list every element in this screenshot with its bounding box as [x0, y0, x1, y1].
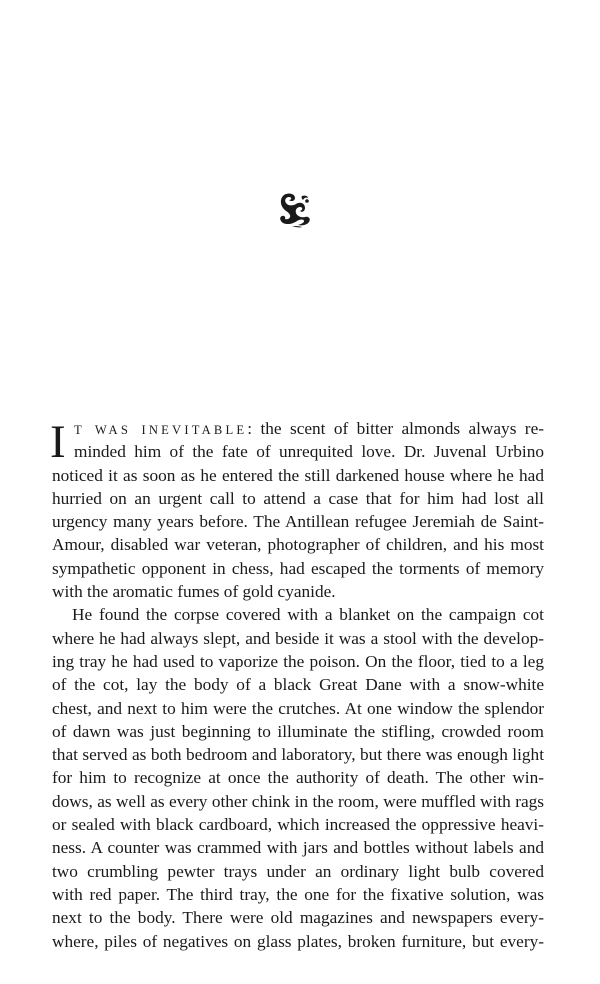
text-line: with the aromatic fumes of gold cyanide.: [52, 582, 336, 602]
text-line: Amour, disabled war veteran, photographer of children, and his most: [52, 535, 544, 555]
text-line: urgency many years before. The Antillean refugee Jeremiah de Saint-: [52, 512, 544, 532]
text-line: noticed it as soon as he entered the still darkened house where he had: [52, 465, 544, 485]
text-line: for him to recognize at once the authority of death. The other win-: [52, 768, 544, 788]
text-line: ing tray he had used to vaporize the poison. On the floor, tied to a leg: [52, 651, 544, 671]
text-line: with red paper. The third tray, the one for the fixative solution, was: [52, 884, 544, 904]
text-line: He found the corpse covered with a blanket on the campaign cot: [72, 605, 544, 625]
floral-fleuron-icon: [278, 192, 312, 228]
text-line: : the scent of bitter almonds always re-: [247, 419, 544, 438]
text-line: minded him of the fate of unrequited love. Dr. Juvenal Urbino: [74, 442, 544, 462]
text-line: two crumbling pewter trays under an ordinary light bulb covered: [52, 861, 544, 881]
drop-cap: I: [50, 416, 66, 468]
text-line: chest, and next to him were the crutches. At one window the splendor: [52, 698, 544, 718]
text-line: ness. A counter was crammed with jars and bottles without labels and: [52, 838, 544, 858]
text-line: of dawn was just beginning to illuminate the stifling, crowded room: [52, 721, 544, 741]
text-line: hurried on an urgent call to attend a case that for him had lost all: [52, 488, 544, 508]
text-line: next to the body. There were old magazines and newspapers every-: [52, 908, 544, 928]
text-line: dows, as well as every other chink in the room, were muffled with rags: [52, 791, 544, 811]
text-line: where, piles of negatives on glass plates, broken furniture, but every-: [52, 931, 544, 951]
text-line: of the cot, lay the body of a black Great Dane with a snow-white: [52, 675, 544, 695]
text-line: where he had always slept, and beside it was a stool with the develop-: [52, 628, 544, 648]
body-text: [52, 417, 544, 953]
text-line: that served as both bedroom and laboratory, but there was enough light: [52, 745, 544, 765]
text-line: sympathetic opponent in chess, had escaped the torments of memory: [52, 558, 544, 578]
lead-small-caps: T WAS INEVITABLE: [74, 423, 248, 437]
text-line: or sealed with black cardboard, which increased the oppressive heavi-: [52, 815, 544, 835]
